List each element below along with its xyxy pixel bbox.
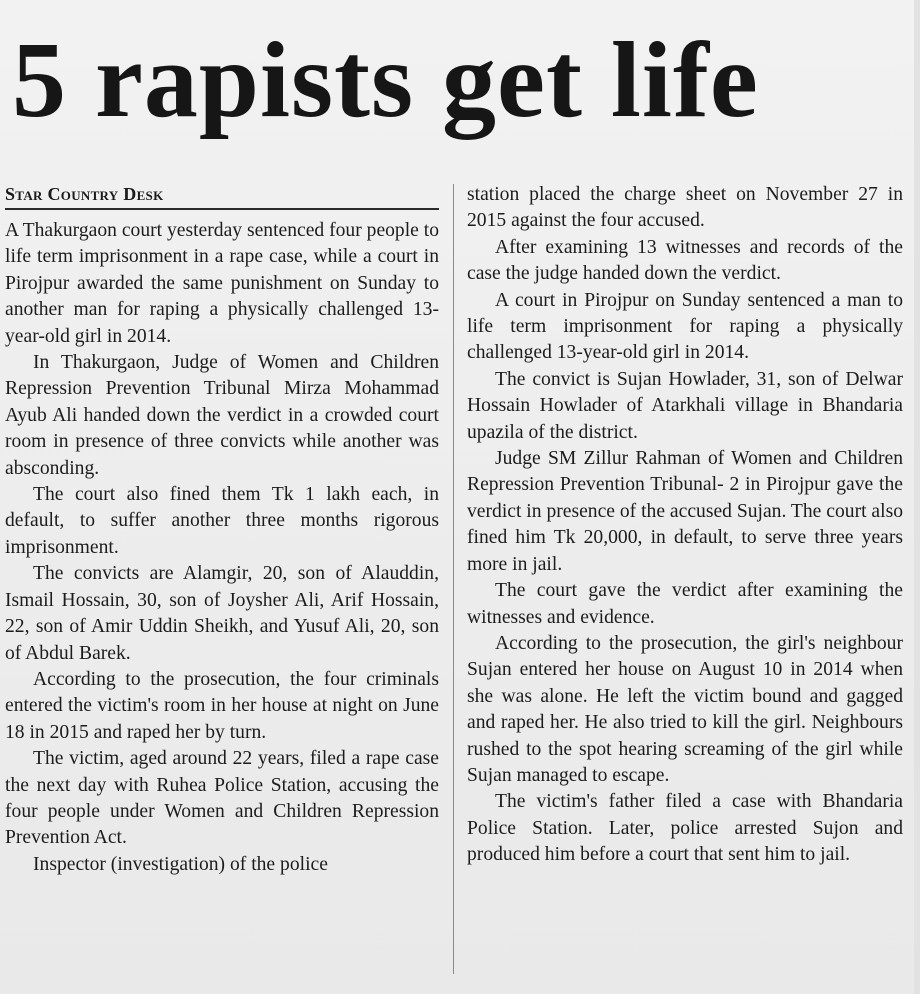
- article-column-right: [467, 182, 903, 869]
- article-paragraph: According to the prosecution, the four criminals entered the victim's room in her house at night on June 18 in 2015 and raped her by turn.: [5, 668, 439, 743]
- article-paragraph: Judge SM Zillur Rahman of Women and Children Repression Prevention Tribunal- 2 in Pirojpur gave the verdict in presence of the accused Sujan. The court also fined him Tk 20,000, in default, to serve three years more in jail.: [467, 448, 903, 575]
- article-paragraph: The convict is Sujan Howlader, 31, son of Delwar Hossain Howlader of Atarkhali village in Bhandaria upazila of the district.: [467, 368, 903, 443]
- article-paragraph: A court in Pirojpur on Sunday sentenced a man to life term imprisonment for raping a physically challenged 13-year-old girl in 2014.: [467, 289, 903, 364]
- article-paragraph: After examining 13 witnesses and records of the case the judge handed down the verdict.: [467, 236, 903, 285]
- article-paragraph: The court also fined them Tk 1 lakh each, in default, to suffer another three months rigorous imprisonment.: [5, 484, 439, 558]
- article-paragraph: According to the prosecution, the girl's neighbour Sujan entered her house on August 10 in 2014 when she was alone. He left the victim bound and gagged and raped her. He also tried to kill the girl. Neighbours rushed to the spot hearing screaming of the girl while Sujan managed to escape.: [467, 632, 903, 786]
- page-edge: [914, 0, 920, 994]
- article-paragraph: The victim, aged around 22 years, filed a rape case the next day with Ruhea Police Station, accusing the four people under Women and Children Repression Prevention Act.: [5, 748, 439, 849]
- column-divider: [453, 184, 454, 974]
- article-paragraph: A Thakurgaon court yesterday sentenced four people to life term imprisonment in a rape case, while a court in Pirojpur awarded the same punishment on Sunday to another man for raping a physically challenged 13-year-old girl in 2014.: [5, 220, 440, 347]
- article-column-left: [5, 182, 439, 878]
- article-paragraph: The court gave the verdict after examining the witnesses and evidence.: [467, 580, 903, 628]
- headline: 5 rapists get life: [12, 21, 759, 140]
- article-paragraph: In Thakurgaon, Judge of Women and Children Repression Prevention Tribunal Mirza Mohammad Ayub Ali handed down the verdict in a crowded court room in presence of three convicts while another was absconding.: [5, 352, 439, 479]
- article-paragraph: The victim's father filed a case with Bhandaria Police Station. Later, police arrested Sujon and produced him before a court that sent him to jail.: [467, 791, 903, 866]
- article-paragraph: The convicts are Alamgir, 20, son of Alauddin, Ismail Hossain, 30, son of Joysher Ali, Arif Hossain, 22, son of Amir Uddin Sheikh, and Yusuf Ali, 20, son of Abdul Barek.: [5, 563, 439, 664]
- article-paragraph: station placed the charge sheet on November 27 in 2015 against the four accused.: [467, 184, 903, 232]
- byline: Star Country Desk: [5, 182, 439, 210]
- article-paragraph: Inspector (investigation) of the police: [33, 853, 328, 875]
